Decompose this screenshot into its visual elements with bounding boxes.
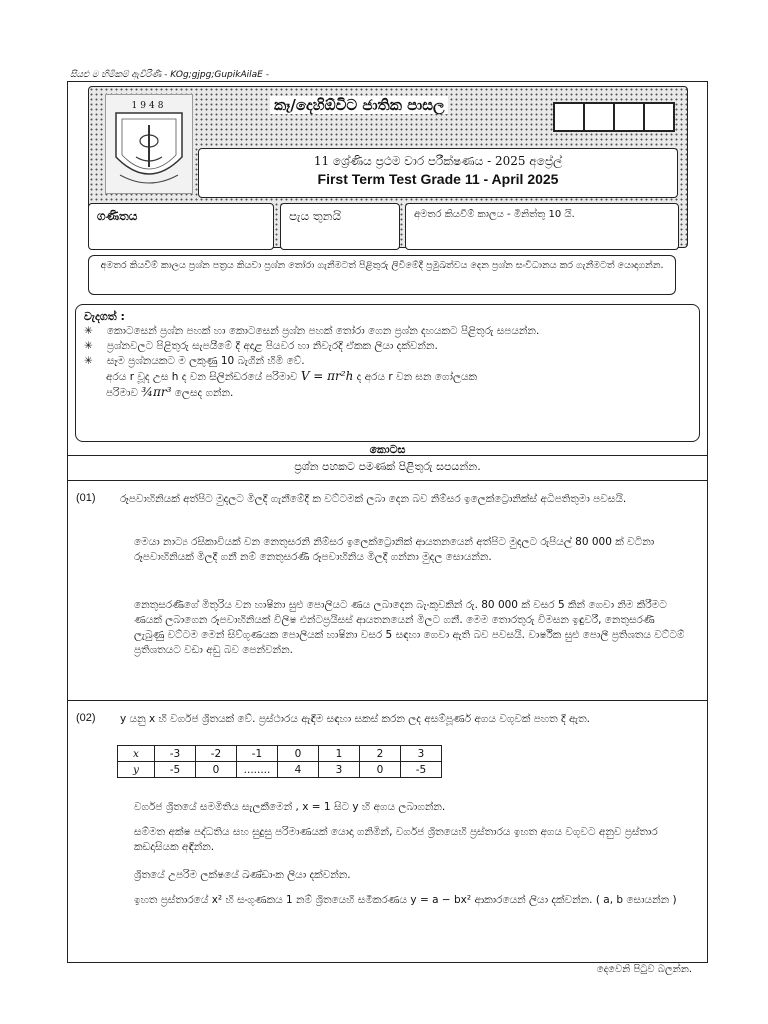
duration-box xyxy=(280,203,400,250)
index-number-boxes xyxy=(555,102,675,132)
table-header-x: x xyxy=(118,746,155,762)
table-cell: 0 xyxy=(278,746,319,762)
instruction-sphere-line: පරිමාව ¾πr³ ලෙසද ගන්න. xyxy=(106,385,234,399)
exam-title-english: First Term Test Grade 11 - April 2025 xyxy=(317,171,559,187)
star-icon: ✳ xyxy=(84,325,93,337)
reading-time-notice: අමතර කියවීම් කාලය ප්‍රශ්න පත්‍රය කියවා ප්‍රශ්න තෝරා ගැනීමටත් පිළිතුරු ලිවීමේදී ප්‍රමුඛත්වය දෙන ප්‍රශ්න සංවිධානය කර ගැනීමටත් යොදාගන්න. xyxy=(88,255,676,295)
index-box[interactable] xyxy=(553,102,585,132)
table-cell: 3 xyxy=(401,746,442,762)
instruction-formula-line: අරය r වූද උස h ද වන සිලින්ඩරයේ පරිමාව V = πr²h ද අරය r වන ඝන ගෝලයක xyxy=(106,369,478,383)
sphere-volume-formula: ¾πr³ xyxy=(141,385,172,399)
table-cell: 1 xyxy=(319,746,360,762)
instruction-1: ✳ කොටසෙන් ප්‍රශ්න පහක් හා කොටසෙන් ප්‍රශ්න පහක් තෝරා ගෙන ප්‍රශ්න දහයකට පිළිතුරු සපයන්න. xyxy=(84,325,540,337)
duration-label: පැය තුනයි xyxy=(289,209,342,223)
extra-time-box xyxy=(405,203,679,250)
table-row-y xyxy=(118,762,442,778)
school-crest-logo xyxy=(105,94,193,194)
question-2-intro: y යනු x හි වර්ගජ ශ්‍රිතයක් වේ. ප්‍රස්ථාරය ඇඳීම සඳහා සකස් කරන ලද අසම්පූර්ණ අගය වගුවක් පහත දී ඇත. xyxy=(120,713,590,725)
star-icon: ✳ xyxy=(84,340,93,352)
extra-time-label: අමතර කියවීම් කාලය - මිනිත්තු 10 යි. xyxy=(414,209,575,220)
important-heading: වැදගත් : xyxy=(84,310,125,323)
value-table xyxy=(117,745,442,778)
subject-label: ගණිතය xyxy=(97,209,138,223)
divider xyxy=(67,480,708,481)
turn-page-note: දෙවෙනි පිටුව බලන්න. xyxy=(596,964,692,975)
table-cell: -3 xyxy=(155,746,196,762)
question-2-part-ii: සම්මත අක්ෂ පද්ධතිය සහ සුදුසු පරිමාණයක් යොදා ගනිමින්, වර්ගජ ශ්‍රිතයෙහි ප්‍රස්තාරය ඉහත අගය වගුවට අනුව ප්‍රස්තාර කඩදාසියක අඳින්න. xyxy=(134,826,658,853)
index-box[interactable] xyxy=(583,102,615,132)
instruction-2: ✳ ප්‍රශ්නවලට පිළිතුරු සැපයීමේ දී අදාළ පියවර හා නිවැරදි ඒකක ලියා දක්වන්න. xyxy=(84,340,438,352)
part-title: කොටස xyxy=(369,443,406,456)
question-1-intro: රූපවාහිනියක් අත්පිට මුදලට මිලදී ගැනීමේදී ක වට්ටමක් ලබා දෙන බව නිම්සර ඉලෙක්ට්‍රොනික්ස් අධිපතිතුමා පවසයි. xyxy=(120,493,627,505)
divider xyxy=(67,700,708,701)
table-cell: 3 xyxy=(319,762,360,778)
question-2-part-iii: ශ්‍රිතයේ උපරිම ලක්ෂයේ ඛණ්ඩාංක ලියා දක්වන්න. xyxy=(134,869,351,881)
exam-title-sinhala: 11 ශ්‍රේණිය ප්‍රථම වාර පරීක්ෂණය - 2025 අප්‍රේල් xyxy=(313,154,563,168)
question-1-number: (01) xyxy=(76,492,96,504)
table-cell: 0 xyxy=(196,762,237,778)
table-cell: -1 xyxy=(237,746,278,762)
subject-box xyxy=(88,203,274,250)
logo-year: 1948 xyxy=(131,101,167,111)
part-instruction: ප්‍රශ්න පහකට පමණක් පිළිතුරු සපයන්න. xyxy=(294,460,481,473)
table-cell: -5 xyxy=(155,762,196,778)
table-cell: ........ xyxy=(237,762,278,778)
table-header-y: y xyxy=(118,762,155,778)
table-cell: -2 xyxy=(196,746,237,762)
table-cell: -5 xyxy=(401,762,442,778)
question-2-number: (02) xyxy=(76,712,96,724)
table-cell: 2 xyxy=(360,746,401,762)
school-name: කෑ/දෙහිඕවිට ජාතික පාසල xyxy=(270,96,448,114)
index-box[interactable] xyxy=(643,102,675,132)
copyright-note: සියළු ම හිමිකම් ඇවිරිණි - KOg;gjpg;GupikAilaE - xyxy=(70,70,269,80)
question-2-part-i: වර්ගජ ශ්‍රිතයේ සමමිතිය සැලකීමෙන් , x = 1 සිට y හි අගය ලබාගන්න. xyxy=(134,801,446,813)
question-1-part-ii: නෙතුසරණීගේ මිතුරිය වන හාෂිනා සුළු පොලියට ණය ලබාදෙන බැංකුවකින් රු. 80 000 ක් වසර 5 කින් ගෙවා නිම කිරීමට ණයක් ලබාගෙන රූපවාහිනියක් විලිෂ එන්ටප්‍රයිසස් ආයතනයෙන් මිලට ගනී. මෙම තොරතුරු විමසන ඉඳුවරී, නෙතුසරණී ලැබුණු වට්ටම මෙන් සිව්ගුණයක පොලියක් හාෂිනා වසර 5 සඳහා ගෙවා ඇති බව පවසයි. වාර්ෂික සුළු පොලී ප්‍රතිශතය වට්ටම් ප්‍රතිශතයට වඩා අඩු බව පෙන්වන්න. xyxy=(134,599,685,656)
instruction-3: ✳ සෑම ප්‍රශ්නයකට ම ලකුණු 10 බැගින් හිමි වේ. xyxy=(84,355,305,367)
cylinder-volume-formula: V = πr²h xyxy=(300,369,354,383)
exam-title-box xyxy=(198,148,678,198)
table-cell: 4 xyxy=(278,762,319,778)
question-2-part-iv: ඉහත ප්‍රස්තාරයේ x² හි සංගුණකය 1 නම් ශ්‍රිතයෙහි සමීකරණය y = a − bx² ආකාරයෙන් ලියා දක්වන්න. ( a, b සොයන්න ) xyxy=(134,894,677,906)
star-icon: ✳ xyxy=(84,355,93,367)
important-instructions xyxy=(75,304,700,442)
question-1-part-i: මෙයා නාට්‍ය රසිකාවියක් වන නෙතුසරනි නිම්සර ඉලෙක්ට්‍රොනික් ආයතනයෙන් අත්පිට මුදලට රුපියල් 80 000 ක් වටිනා රූපවාහිනියක් මිලදී ගනී නම් නෙතුසරණී රූපවාහිනිය මිලදී ගන්නා මුදල සොයන්න. xyxy=(134,536,655,563)
table-row-x xyxy=(118,746,442,762)
index-box[interactable] xyxy=(613,102,645,132)
table-cell: 0 xyxy=(360,762,401,778)
